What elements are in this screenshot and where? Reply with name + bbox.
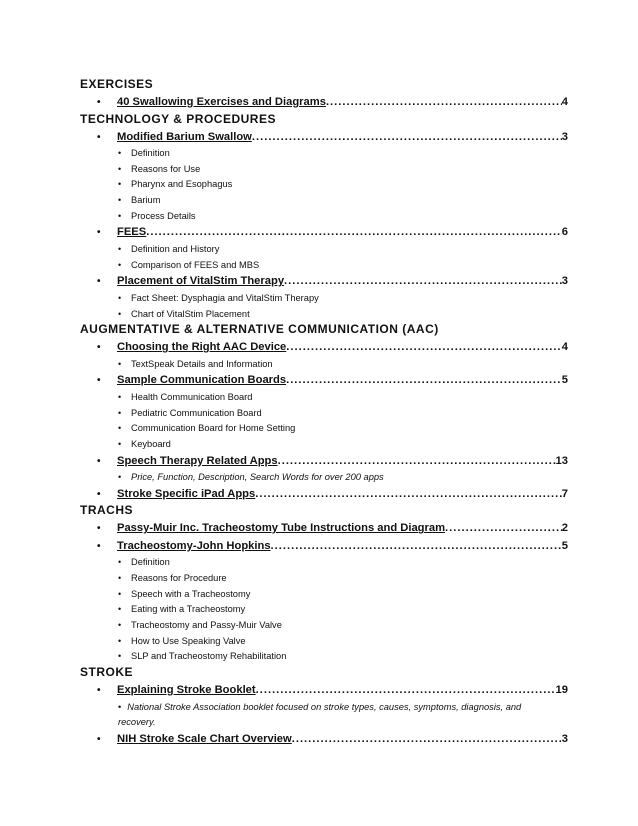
dot-leader [445, 520, 562, 537]
entry-label: NIH Stroke Scale Chart Overview [117, 733, 292, 746]
page-number: 5 [561, 539, 568, 552]
subitem-label: Chart of VitalStim Placement [131, 308, 250, 319]
toc-subitem [80, 587, 568, 603]
bullet: • [118, 391, 122, 402]
bullet: • [118, 148, 122, 158]
bullet: • [97, 734, 101, 746]
subitem-label: Eating with a Tracheostomy [131, 604, 246, 615]
bullet: • [97, 540, 101, 552]
toc-subitem [80, 634, 568, 650]
bullet: • [118, 635, 122, 646]
subitem-label: Communication Board for Home Setting [131, 423, 296, 434]
subitem-label: Definition [131, 148, 170, 158]
dot-leader [252, 129, 562, 146]
bullet: • [118, 358, 122, 369]
toc-subitem-note [80, 700, 538, 731]
bullet: • [118, 210, 122, 221]
subitem-label: Tracheostomy and Passy-Muir Valve [131, 620, 282, 631]
toc-entry[interactable] [80, 453, 568, 471]
dot-leader [326, 94, 562, 111]
bullet: • [97, 488, 101, 500]
subitem-label: Health Communication Board [131, 391, 253, 402]
entry-label: Placement of VitalStim Therapy [117, 275, 285, 288]
entry-label: Choosing the Right AAC Device [117, 341, 287, 354]
bullet: • [97, 97, 101, 108]
entry-label: Modified Barium Swallow [117, 130, 252, 143]
section-title-technology: TECHNOLOGY & PROCEDURES [80, 111, 276, 126]
toc-entry[interactable] [80, 339, 568, 357]
bullet: • [97, 342, 101, 354]
subitem-label: Definition [131, 557, 170, 568]
bullet: • [118, 259, 122, 270]
entry-label: Stroke Specific iPad Apps [117, 487, 256, 500]
bullet: • [118, 701, 122, 712]
entry-label: Sample Communication Boards [117, 374, 287, 387]
toc-subitem [80, 406, 568, 422]
entry-label: Speech Therapy Related Apps [117, 454, 278, 467]
entry-label: 40 Swallowing Exercises and Diagrams [117, 96, 326, 108]
toc-subitem [80, 470, 568, 486]
subitem-label: Pharynx and Esophagus [131, 179, 233, 190]
subitem-label: TextSpeak Details and Information [131, 358, 273, 369]
dot-leader [292, 731, 562, 748]
toc-entry[interactable] [80, 224, 568, 242]
toc-subitem [80, 602, 568, 618]
bullet: • [118, 423, 122, 434]
table-of-contents [80, 77, 568, 749]
toc-entry[interactable] [80, 486, 568, 504]
bullet: • [97, 276, 101, 288]
subitem-label: How to Use Speaking Valve [131, 635, 246, 646]
toc-subitem [80, 437, 568, 453]
toc-subitem [80, 357, 568, 373]
dot-leader [284, 273, 562, 290]
subitem-label: Comparison of FEES and MBS [131, 259, 260, 270]
bullet: • [97, 131, 101, 143]
page-number: 3 [561, 733, 568, 746]
page-number: 4 [561, 96, 568, 108]
bullet: • [97, 455, 101, 467]
dot-leader [146, 224, 562, 241]
subitem-label: Reasons for Use [131, 163, 201, 174]
page-number: 19 [555, 684, 568, 697]
bullet: • [118, 179, 122, 190]
subitem-label: Process Details [131, 210, 196, 221]
toc-subitem [80, 649, 568, 665]
toc-subitem [80, 618, 568, 634]
page-number: 3 [561, 275, 568, 288]
dot-leader [255, 486, 562, 503]
toc-subitem [80, 146, 568, 162]
page-number: 5 [561, 374, 568, 387]
section-title-aac: AUGMENTATIVE & ALTERNATIVE COMMUNICATION (AAC) [80, 322, 439, 337]
page-number: 4 [561, 341, 568, 354]
entry-label: Tracheostomy-John Hopkins [117, 539, 271, 552]
page-number: 6 [561, 226, 568, 239]
toc-subitem [80, 307, 568, 323]
bullet: • [118, 407, 122, 418]
subitem-label: Reasons for Procedure [131, 573, 227, 583]
dot-leader [256, 682, 556, 699]
section-title-trachs: TRACHS [80, 503, 133, 518]
bullet: • [118, 588, 122, 599]
subitem-note-text: National Stroke Association booklet focused on stroke types, causes, symptoms, diagnosis, and recovery. [118, 701, 522, 728]
bullet: • [118, 163, 122, 174]
bullet: • [97, 523, 101, 535]
bullet: • [97, 227, 101, 239]
toc-entry[interactable] [80, 682, 568, 700]
toc-entry[interactable] [80, 273, 568, 291]
toc-subitem [80, 571, 568, 587]
toc-entry[interactable] [80, 94, 568, 112]
page-number: 7 [561, 487, 568, 500]
subitem-label: Barium [131, 195, 161, 206]
bullet: • [118, 243, 122, 254]
bullet: • [118, 292, 122, 303]
toc-subitem [80, 162, 568, 178]
bullet: • [118, 195, 122, 206]
toc-entry[interactable] [80, 520, 568, 538]
dot-leader [286, 339, 561, 356]
section-title-exercises: EXERCISES [80, 77, 154, 91]
toc-subitem [80, 177, 568, 193]
bullet: • [97, 685, 101, 697]
bullet: • [118, 604, 122, 615]
toc-subitem [80, 421, 568, 437]
toc-subitem [80, 555, 568, 571]
page-number: 2 [561, 522, 568, 535]
page-number: 13 [555, 454, 568, 467]
subitem-label: SLP and Tracheostomy Rehabilitation [131, 651, 287, 662]
subitem-label: Pediatric Communication Board [131, 407, 262, 418]
toc-entry[interactable] [80, 731, 568, 749]
bullet: • [118, 438, 122, 449]
toc-subitem [80, 291, 568, 307]
toc-subitem [80, 209, 568, 225]
subitem-label: Fact Sheet: Dysphagia and VitalStim Therapy [131, 292, 319, 303]
bullet: • [118, 620, 122, 631]
dot-leader [286, 372, 562, 389]
entry-label: Passy-Muir Inc. Tracheostomy Tube Instructions and Diagram [117, 522, 446, 535]
bullet: • [118, 308, 122, 319]
subitem-label: Definition and History [131, 243, 220, 254]
dot-leader [278, 453, 556, 470]
subitem-label: Keyboard [131, 438, 171, 449]
bullet: • [118, 573, 122, 583]
entry-label: FEES [117, 226, 147, 239]
bullet: • [118, 557, 122, 568]
toc-subitem [80, 258, 568, 274]
subitem-label: Price, Function, Description, Search Words for over 200 apps [131, 472, 384, 483]
entry-label: Explaining Stroke Booklet [117, 684, 256, 697]
page-number: 3 [561, 130, 568, 143]
toc-entry[interactable] [80, 372, 568, 390]
toc-subitem [80, 390, 568, 406]
section-title-stroke: STROKE [80, 665, 134, 680]
toc-entry[interactable] [80, 538, 568, 556]
dot-leader [271, 538, 562, 555]
toc-subitem [80, 242, 568, 258]
subitem-label: Speech with a Tracheostomy [131, 588, 251, 599]
toc-subitem [80, 193, 568, 209]
bullet: • [118, 472, 122, 483]
bullet: • [97, 375, 101, 387]
bullet: • [118, 651, 122, 662]
toc-entry[interactable] [80, 129, 568, 147]
